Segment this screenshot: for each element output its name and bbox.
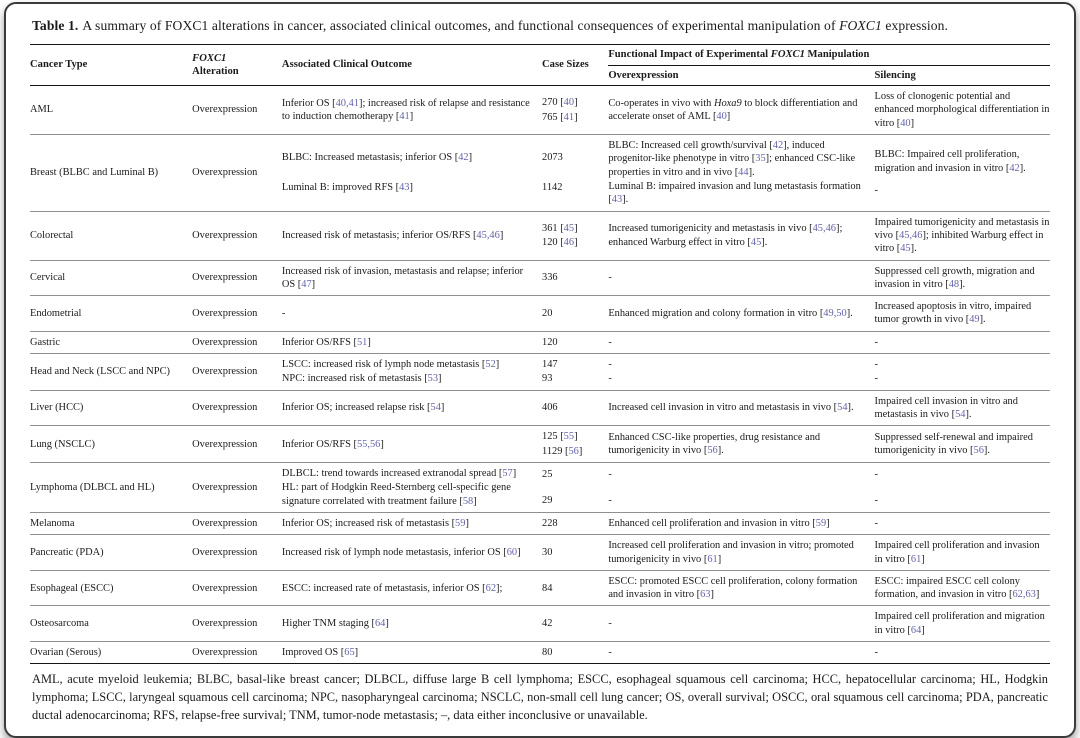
cell-overexpression: [608, 535, 874, 571]
cell-case-sizes: [542, 331, 608, 353]
cell-text: Co-operates in vivo with Hoxa9 to block differentiation and accelerate onset of AML [40]: [608, 97, 858, 123]
cell-text: Improved OS [65]: [281, 647, 359, 659]
cell-text: -: [608, 336, 612, 348]
cell-text: BLBC: Increased cell growth/survival [42], induced progenitor-like phenotype in vitro [35]; enhanced CSC-like properties in vitro and in vivo [44].: [608, 140, 856, 178]
cell-text: Inferior OS [40,41]; increased risk of relapse and resistance to induction chemotherapy [41]: [281, 97, 530, 123]
cell-case-sizes: [542, 211, 608, 260]
cell-text: -: [874, 468, 878, 480]
cell-text: Inferior OS/RFS [55,56]: [281, 438, 384, 450]
cell-overexpression: [608, 211, 874, 260]
cell-text: Lung (NSCLC): [30, 438, 95, 450]
cell-case-sizes: [542, 462, 608, 512]
cell-overexpression: [608, 390, 874, 426]
cell-case-sizes: [542, 86, 608, 135]
cell-text: Overexpression: [192, 647, 258, 659]
cell-cancer-type: [30, 462, 192, 512]
cell-overexpression: [608, 86, 874, 135]
table-row: [30, 512, 1050, 534]
cell-silencing: [875, 642, 1050, 664]
cell-text: Inferior OS/RFS [51]: [281, 336, 371, 348]
cell-text: 361 [45]: [542, 222, 578, 234]
cell-case-sizes: [542, 606, 608, 642]
cell-text: 93: [542, 373, 553, 385]
cell-text: ESCC: increased rate of metastasis, inferior OS [62];: [281, 582, 503, 594]
cell-cancer-type: [30, 570, 192, 606]
cell-overexpression: [608, 135, 874, 212]
cell-case-sizes: [542, 135, 608, 212]
cell-text: Pancreatic (PDA): [30, 546, 104, 558]
table-row: [30, 331, 1050, 353]
table-row: [30, 260, 1050, 296]
cell-text: Ovarian (Serous): [30, 647, 102, 659]
cell-text: Overexpression: [192, 336, 258, 348]
cell-text: 29: [542, 494, 553, 506]
cell-text: -: [608, 359, 612, 371]
header-clinical-outcome: Associated Clinical Outcome: [281, 59, 412, 71]
cell-text: Esophageal (ESCC): [30, 582, 114, 594]
cell-text: Increased risk of invasion, metastasis and relapse; inferior OS [47]: [281, 265, 524, 290]
table-footnote: AML, acute myeloid leukemia; BLBC, basal-like breast cancer; DLBCL, diffuse large B cell lymphoma; ESCC, esophageal squamous cell carcinoma; HCC, hepatocellular carcinoma; HL, Hodgkin lymphoma; LSCC, laryngeal squamous cell carcinoma; NPC, nasopharyngeal carcinoma; NSCLC, non-small cell lung cancer; OS, overall survival; OSCC, oral squamous cell carcinoma; PDA, pancreatic ductal adenocarcinoma; RFS, relapse-free survival; TNM, tumor-node metastasis; –, data either inconclusive or unavailable.: [32, 672, 1048, 722]
cell-silencing: [875, 426, 1050, 463]
cell-clinical-outcome: [282, 462, 542, 512]
cell-overexpression: [608, 642, 874, 664]
cell-cancer-type: [30, 211, 192, 260]
cell-text: Increased apoptosis in vitro, impaired tumor growth in vivo [49].: [874, 301, 1032, 326]
cell-text: Liver (HCC): [30, 402, 84, 414]
cell-text: Higher TNM staging [64]: [281, 618, 389, 630]
table-caption: [32, 18, 1048, 34]
cell-silencing: [875, 296, 1050, 332]
header-case-sizes: Case Sizes: [542, 59, 589, 71]
cell-text: Suppressed self-renewal and impaired tumorigenicity in vivo [56].: [874, 431, 1033, 457]
cell-overexpression: [608, 354, 874, 391]
cell-cancer-type: [30, 354, 192, 391]
cell-text: -: [874, 336, 878, 348]
cell-text: 1142: [542, 182, 563, 194]
cell-clinical-outcome: [282, 135, 542, 212]
cell-text: -: [608, 373, 612, 385]
cell-clinical-outcome: [282, 211, 542, 260]
cell-text: 42: [542, 618, 553, 630]
header-foxc1-alteration: FOXC1 Alteration: [192, 52, 239, 78]
cell-silencing: [875, 390, 1050, 426]
cell-text: Overexpression: [192, 307, 258, 319]
cell-silencing: [875, 135, 1050, 212]
cell-clinical-outcome: [282, 570, 542, 606]
cell-text: Increased risk of lymph node metastasis, inferior OS [60]: [281, 546, 521, 558]
cell-silencing: [875, 606, 1050, 642]
cell-case-sizes: [542, 426, 608, 463]
cell-text: Osteosarcoma: [30, 618, 89, 630]
cell-text: Inferior OS; increased relapse risk [54]: [281, 402, 445, 414]
cell-case-sizes: [542, 296, 608, 332]
cell-text: -: [874, 359, 878, 371]
cell-text: Luminal B: improved RFS [43]: [281, 182, 413, 194]
cell-text: Cervical: [30, 272, 66, 284]
cell-silencing: [875, 512, 1050, 534]
cell-alteration: [192, 426, 282, 463]
cell-clinical-outcome: [282, 86, 542, 135]
cell-case-sizes: [542, 354, 608, 391]
cell-silencing: [875, 354, 1050, 391]
cell-text: BLBC: Increased metastasis; inferior OS [42]: [281, 152, 473, 163]
cell-clinical-outcome: [282, 606, 542, 642]
cell-text: 120 [46]: [542, 237, 578, 249]
cell-text: NPC: increased risk of metastasis [53]: [281, 373, 442, 385]
table-row: [30, 135, 1050, 212]
cell-text: Impaired cell proliferation and invasion in vitro [61]: [874, 540, 1040, 565]
cell-text: Overexpression: [192, 438, 258, 450]
cell-silencing: [875, 260, 1050, 296]
cell-clinical-outcome: [282, 426, 542, 463]
cell-text: Enhanced CSC-like properties, drug resistance and tumorigenicity in vivo [56].: [608, 431, 821, 457]
cell-cancer-type: [30, 260, 192, 296]
cell-text: 147: [542, 359, 558, 371]
cell-case-sizes: [542, 642, 608, 664]
cell-clinical-outcome: [282, 512, 542, 534]
cell-alteration: [192, 535, 282, 571]
cell-alteration: [192, 211, 282, 260]
table-row: [30, 535, 1050, 571]
cell-text: Luminal B: impaired invasion and lung metastasis formation [43].: [608, 180, 861, 206]
cell-text: -: [608, 468, 612, 480]
cell-overexpression: [608, 296, 874, 332]
cell-text: Overexpression: [192, 546, 258, 558]
table-row: [30, 606, 1050, 642]
cell-text: Overexpression: [192, 272, 258, 284]
cell-text: Lymphoma (DLBCL and HL): [30, 481, 155, 493]
cell-text: 406: [542, 402, 558, 414]
cell-text: Enhanced cell proliferation and invasion in vitro [59]: [608, 517, 830, 529]
cell-case-sizes: [542, 570, 608, 606]
cell-text: 228: [542, 517, 558, 529]
header-functional-impact: Functional Impact of Experimental FOXC1 Manipulation: [608, 45, 1050, 66]
cell-cancer-type: [30, 606, 192, 642]
cell-text: -: [874, 494, 878, 506]
cell-text: Suppressed cell growth, migration and invasion in vitro [48].: [874, 265, 1035, 290]
header-cancer-type: Cancer Type: [30, 59, 88, 71]
cell-overexpression: [608, 570, 874, 606]
cell-text: Overexpression: [192, 582, 258, 594]
cell-overexpression: [608, 426, 874, 463]
cell-text: Overexpression: [192, 229, 258, 241]
cell-text: Overexpression: [192, 618, 258, 630]
cell-cancer-type: [30, 390, 192, 426]
cell-text: Melanoma: [30, 517, 75, 529]
cell-text: Impaired tumorigenicity and metastasis in vivo [45,46]; inhibited Warburg effect in vitro [45].: [874, 216, 1050, 255]
cell-text: Endometrial: [30, 307, 82, 319]
cell-text: Overexpression: [192, 167, 258, 179]
cell-text: 80: [542, 647, 553, 659]
cell-alteration: [192, 354, 282, 391]
cell-text: Impaired cell invasion in vitro and metastasis in vivo [54].: [874, 395, 1018, 421]
header-silencing: Silencing: [874, 69, 916, 81]
table-row: [30, 296, 1050, 332]
cell-alteration: [192, 260, 282, 296]
table-row: [30, 354, 1050, 391]
cell-text: Loss of clonogenic potential and enhanced morphological differentiation in vitro [40]: [874, 91, 1050, 129]
cell-text: 336: [542, 272, 558, 284]
cell-cancer-type: [30, 512, 192, 534]
cell-text: 270 [40]: [542, 97, 578, 109]
cell-cancer-type: [30, 642, 192, 664]
cell-text: 2073: [542, 152, 563, 163]
cell-clinical-outcome: [282, 260, 542, 296]
cell-alteration: [192, 390, 282, 426]
cell-text: 20: [542, 307, 553, 319]
cell-text: Enhanced migration and colony formation in vitro [49,50].: [608, 307, 853, 319]
cell-clinical-outcome: [282, 390, 542, 426]
cell-case-sizes: [542, 512, 608, 534]
cell-text: -: [608, 618, 612, 630]
table-row: [30, 462, 1050, 512]
cell-clinical-outcome: [282, 331, 542, 353]
cell-text: Inferior OS; increased risk of metastasis [59]: [281, 517, 469, 529]
cell-text: DLBCL: trend towards increased extranodal spread [57]: [281, 467, 517, 479]
cell-alteration: [192, 135, 282, 212]
cell-overexpression: [608, 462, 874, 512]
cell-text: 1129 [56]: [542, 445, 583, 457]
cell-alteration: [192, 462, 282, 512]
cell-text: 30: [542, 546, 553, 558]
cell-cancer-type: [30, 135, 192, 212]
cell-text: Increased risk of metastasis; inferior OS/RFS [45,46]: [281, 229, 504, 241]
table-row: [30, 211, 1050, 260]
cell-text: -: [874, 184, 878, 196]
paper-table-card: [4, 2, 1076, 738]
cell-cancer-type: [30, 86, 192, 135]
cell-text: -: [874, 647, 878, 659]
cell-text: 765 [41]: [542, 111, 578, 123]
cell-text: Breast (BLBC and Luminal B): [30, 167, 159, 179]
cell-text: -: [608, 272, 612, 284]
cell-alteration: [192, 570, 282, 606]
cell-silencing: [875, 570, 1050, 606]
cell-alteration: [192, 512, 282, 534]
cell-cancer-type: [30, 535, 192, 571]
cell-case-sizes: [542, 390, 608, 426]
cell-text: Overexpression: [192, 402, 258, 414]
table-caption-label: Table 1.: [32, 18, 79, 33]
cell-text: 25: [542, 468, 553, 480]
cell-text: ESCC: promoted ESCC cell proliferation, colony formation and invasion in vitro [63]: [608, 575, 858, 601]
cell-cancer-type: [30, 296, 192, 332]
cell-overexpression: [608, 606, 874, 642]
cell-overexpression: [608, 512, 874, 534]
cell-text: Increased cell invasion in vitro and metastasis in vivo [54].: [608, 402, 854, 414]
cell-text: Gastric: [30, 336, 61, 348]
cell-silencing: [875, 331, 1050, 353]
cell-text: Increased cell proliferation and invasion in vitro; promoted tumorigenicity in vivo [61]: [608, 540, 854, 565]
cell-case-sizes: [542, 260, 608, 296]
cell-text: BLBC: Impaired cell proliferation, migration and invasion in vitro [42].: [874, 149, 1026, 174]
cell-text: Overexpression: [192, 481, 258, 493]
cell-clinical-outcome: [282, 535, 542, 571]
cell-alteration: [192, 86, 282, 135]
cell-text: -: [281, 307, 286, 319]
cell-text: Overexpression: [192, 517, 258, 529]
cell-text: 125 [55]: [542, 431, 578, 443]
cell-text: -: [608, 494, 612, 506]
cell-text: Overexpression: [192, 104, 258, 116]
cell-silencing: [875, 86, 1050, 135]
cell-text: -: [608, 647, 612, 659]
summary-table: [30, 44, 1050, 664]
cell-text: LSCC: increased risk of lymph node metastasis [52]: [281, 359, 500, 371]
cell-silencing: [875, 211, 1050, 260]
cell-text: 120: [542, 336, 558, 348]
table-body: [30, 86, 1050, 664]
cell-alteration: [192, 296, 282, 332]
cell-text: -: [874, 373, 878, 385]
cell-text: Increased tumorigenicity and metastasis in vivo [45,46]; enhanced Warburg effect in vitro [45].: [608, 223, 843, 248]
cell-cancer-type: [30, 331, 192, 353]
cell-text: Overexpression: [192, 366, 258, 378]
cell-alteration: [192, 642, 282, 664]
cell-clinical-outcome: [282, 354, 542, 391]
table-row: [30, 86, 1050, 135]
cell-text: ESCC: impaired ESCC cell colony formation, and invasion in vitro [62,63]: [874, 575, 1040, 601]
cell-case-sizes: [542, 535, 608, 571]
table-row: [30, 642, 1050, 664]
cell-overexpression: [608, 260, 874, 296]
table-header: [30, 45, 1050, 86]
table-row: [30, 570, 1050, 606]
cell-clinical-outcome: [282, 642, 542, 664]
cell-text: Head and Neck (LSCC and NPC): [30, 366, 170, 378]
cell-text: 84: [542, 582, 553, 594]
cell-alteration: [192, 606, 282, 642]
cell-text: Colorectal: [30, 229, 74, 241]
cell-silencing: [875, 535, 1050, 571]
cell-overexpression: [608, 331, 874, 353]
cell-silencing: [875, 462, 1050, 512]
cell-cancer-type: [30, 426, 192, 463]
table-row: [30, 390, 1050, 426]
cell-alteration: [192, 331, 282, 353]
table-caption-text: A summary of FOXC1 alterations in cancer, associated clinical outcomes, and functional consequences of experimental manipulation of FOXC1 expression.: [82, 18, 949, 33]
cell-clinical-outcome: [282, 296, 542, 332]
cell-text: HL: part of Hodgkin Reed-Sternberg cell-specific gene signature correlated with treatment failure [58]: [281, 482, 511, 507]
cell-text: AML: [30, 104, 54, 116]
cell-text: Impaired cell proliferation and migration in vitro [64]: [874, 611, 1045, 636]
cell-text: -: [874, 517, 878, 529]
header-overexpression: Overexpression: [608, 69, 679, 81]
table-row: [30, 426, 1050, 463]
